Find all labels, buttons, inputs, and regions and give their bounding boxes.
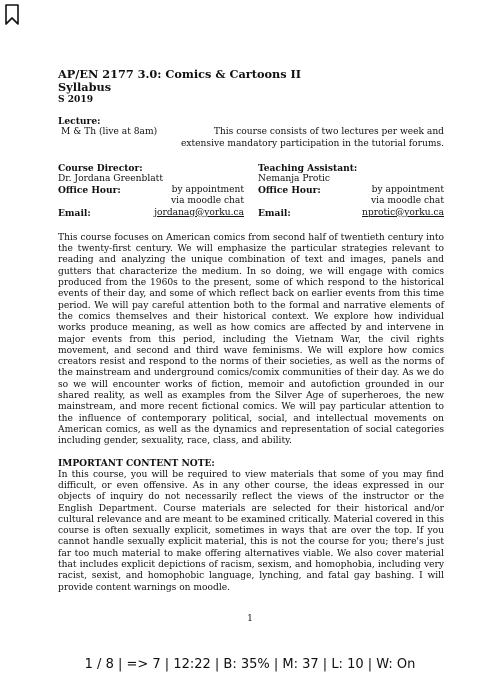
- course-director: [58, 163, 244, 219]
- director-email-label: Email:: [58, 207, 91, 219]
- document-page: [58, 68, 444, 594]
- syllabus-heading: Syllabus: [58, 80, 112, 94]
- course-description: This course focuses on American comics from second half of twentieth century into the twenty-first century. We will emphasize the particular strategies relevant to reading and analyzing the unique combination of text and images, panels and gutters that characterize the medium. In so doing, we will engage with comics produced from the 1960s to the present, some of which respond to the historical events of their day, and some of which reflect back on earlier events from this time period. We will pay careful attention both to the formal and narrative elements of the comics themselves and their historical context. We explore how individual works produce meaning, as well as how comics are affected by and intervene in major events from this period, including the Vietnam War, the civil rights movement, and second and third wave feminisms. We will explore how comics creators resist and respond to the norms of their societies, as well as the norms of the mainstream and underground comics/comix communities of their day. As we do so we will encounter works of fiction, memoir and autofiction grounded in our shared reality, as well as examples from the Silver Age of superheroes, the new mainstream, and more recent fictional comics. We will pay particular attention to the influence of contemporary political, social, and intellectual movements on American comics, as well as the dynamics and representation of social categories including gender, sexuality, race, class, and ability.: [58, 232, 444, 447]
- director-name: Dr. Jordana Greenblatt: [58, 174, 163, 185]
- content-note: In this course, you will be required to view materials that some of you may find difficult, or even offensive. As in any other course, the ideas expressed in our objects of inquiry do not necessarily reflect the views of the instructor or the English Department. Course materials are selected for their historical and/or cultural relevance and are meant to be examined critically. Material covered in this course is often sexually explicit, sometimes in ways that are over the top. If you cannot handle sexually explicit material, this is not the course for you; there's just far too much material to make offering alternatives viable. We also cover material that includes explicit depictions of racism, sexism, and homophobia, including very racist, sexist, and homophobic language, lynching, and fatal gay bashing. I will provide content warnings on moodle.: [58, 469, 444, 593]
- term: S 2019: [58, 94, 94, 105]
- lecture-label: Lecture:: [58, 116, 101, 128]
- lecture-note-2: extensive mandatory participation in the tutorial forums.: [181, 138, 444, 149]
- ta-office-label: Office Hour:: [258, 185, 321, 197]
- ta-office-1: by appointment: [371, 185, 444, 196]
- page-number: 1: [247, 614, 253, 624]
- ta-office-2: via moodle chat: [371, 196, 444, 207]
- ta-name: Nemanja Protic: [258, 174, 330, 185]
- lecture-time: M & Th (live at 8am): [61, 127, 158, 138]
- lecture-row: [58, 127, 444, 149]
- staff-section: [58, 163, 444, 219]
- director-office-2: via moodle chat: [171, 196, 244, 207]
- reader-status-bar: 1 / 8 | => 7 | 12:22 | B: 35% | M: 37 | L: 10 | W: On: [84, 657, 416, 672]
- director-office-label: Office Hour:: [58, 185, 121, 197]
- ta-email-label: Email:: [258, 207, 291, 219]
- ta-email-link[interactable]: nprotic@yorku.ca: [362, 207, 444, 218]
- director-label: Course Director:: [58, 162, 143, 174]
- director-email-link[interactable]: jordanag@yorku.ca: [154, 207, 244, 218]
- director-office-1: by appointment: [171, 185, 244, 196]
- lecture-note-1: This course consists of two lectures per week and: [213, 127, 444, 138]
- content-note-heading: IMPORTANT CONTENT NOTE:: [58, 458, 215, 470]
- bookmark-icon[interactable]: [4, 4, 20, 26]
- ta-label: Teaching Assistant:: [258, 162, 358, 174]
- course-title: AP/EN 2177 3.0: Comics & Cartoons II: [58, 67, 302, 81]
- teaching-assistant: [258, 163, 444, 219]
